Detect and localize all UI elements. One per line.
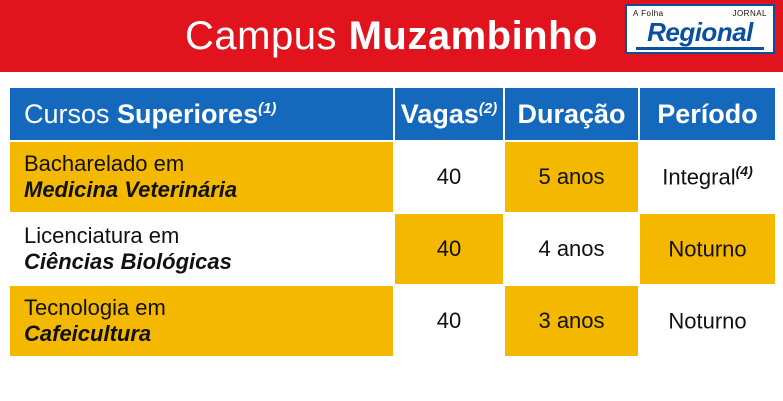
column-header-vagas-label: Vagas <box>400 98 479 129</box>
cell-course <box>9 285 394 357</box>
course-name: Medicina Veterinária <box>24 177 238 202</box>
column-header-periodo <box>639 87 776 141</box>
cell-duracao: 4 anos <box>504 213 639 285</box>
cell-vagas: 40 <box>394 285 504 357</box>
column-header-vagas-note: (2) <box>478 99 498 117</box>
page-title-campus: Muzambinho <box>348 14 598 58</box>
cell-periodo-label: Noturno <box>668 308 747 334</box>
course-name: Ciências Biológicas <box>24 249 232 274</box>
column-header-courses-light: Cursos <box>24 98 118 129</box>
cell-vagas: 40 <box>394 213 504 285</box>
cell-duracao: 3 anos <box>504 285 639 357</box>
page-title-prefix: Campus <box>185 14 349 58</box>
cell-periodo-note: (4) <box>735 163 753 180</box>
cell-periodo <box>639 213 776 285</box>
newspaper-logo <box>625 4 775 54</box>
table-header-row <box>9 87 776 141</box>
column-header-courses-bold: Superiores <box>117 98 259 129</box>
column-header-duracao <box>504 87 639 141</box>
cell-periodo <box>639 141 776 213</box>
course-degree-type: Tecnologia em <box>24 295 166 320</box>
campus-banner <box>0 0 783 72</box>
table-row <box>9 141 776 213</box>
course-degree-type: Bacharelado em <box>24 151 185 176</box>
cell-periodo-label: Integral <box>662 164 736 190</box>
table-body <box>9 141 776 357</box>
table-header <box>9 87 776 141</box>
cell-course <box>9 141 394 213</box>
course-name: Cafeicultura <box>24 321 152 346</box>
table-row <box>9 285 776 357</box>
courses-table-container <box>8 86 775 358</box>
cell-duracao: 5 anos <box>504 141 639 213</box>
courses-table <box>8 86 777 358</box>
cell-course <box>9 213 394 285</box>
table-row <box>9 213 776 285</box>
cell-periodo-label: Noturno <box>668 236 747 262</box>
logo-masthead-left: A Folha <box>633 8 664 18</box>
column-header-courses <box>9 87 394 141</box>
logo-wordmark: Regional <box>647 16 753 47</box>
cell-periodo <box>639 285 776 357</box>
logo-masthead-right: JORNAL <box>732 8 767 18</box>
page-title <box>185 14 598 58</box>
column-header-courses-note: (1) <box>258 99 277 117</box>
logo-divider <box>636 47 764 50</box>
column-header-periodo-label: Período <box>657 98 758 129</box>
course-degree-type: Licenciatura em <box>24 223 180 248</box>
column-header-vagas <box>394 87 504 141</box>
column-header-duracao-label: Duração <box>517 98 626 129</box>
cell-vagas: 40 <box>394 141 504 213</box>
